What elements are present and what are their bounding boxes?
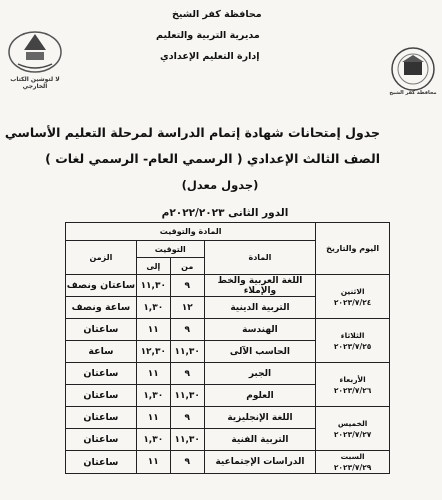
day-date: ٢٠٢٣/٧/٢٧ [333,429,372,439]
document-subtitle: الصف الثالث الإعدادي ( الرسمي العام- الرسمي لغات ) [45,151,380,166]
day-cell [316,319,390,363]
to-cell: ١١ [136,363,170,385]
from-cell: ١١,٣٠ [170,341,204,363]
day-name: الأربعاء [339,374,366,384]
duration-cell: ساعتان [66,451,137,474]
subject-cell: التربية الدينية [204,297,316,319]
day-date: ٢٠٢٣/٧/٢٩ [333,463,372,472]
day-name: السبت [340,452,365,461]
subject-cell: العلوم [204,385,316,407]
subject-cell: الحاسب الآلى [204,341,316,363]
day-name: الاثنين [340,286,365,296]
from-cell: ٩ [170,407,204,429]
day-date-header: اليوم والتاريخ [316,223,390,275]
table-row [66,407,390,429]
subject-cell: الدراسات الإجتماعية [204,451,316,474]
duration-cell: ساعتان [66,407,137,429]
from-cell: ٩ [170,451,204,474]
duration-cell: ساعة ونصف [66,297,137,319]
from-cell: ١٢ [170,297,204,319]
to-header: إلى [136,258,170,275]
day-cell [316,407,390,451]
exam-session: الدور الثانى ٢٠٢٢/٢٠٢٣م [161,207,289,219]
directorate-name: مديرية التربية والتعليم [156,30,260,41]
day-cell [316,363,390,407]
governorate-name: محافظة كفر الشيخ [172,9,262,20]
duration-cell: ساعة [66,341,137,363]
table-row [66,451,390,474]
duration-cell: ساعتان [66,429,137,451]
duration-cell: ساعتان [66,385,137,407]
to-cell: ١,٣٠ [136,297,170,319]
from-cell: ٩ [170,319,204,341]
directorate-logo-icon [6,28,64,74]
to-cell: ١,٣٠ [136,385,170,407]
exam-schedule-table [65,222,390,474]
table-row [66,275,390,297]
to-cell: ١١,٣٠ [136,275,170,297]
day-name: الخميس [337,418,368,428]
duration-cell: ساعتان ونصف [66,275,137,297]
to-cell: ١,٣٠ [136,429,170,451]
day-cell [316,451,390,474]
subject-cell: اللغة العربية والخط والإملاء [204,275,316,297]
table-row [66,319,390,341]
right-logo-caption: محافظة كفر الشيخ [389,90,437,96]
subject-cell: اللغة الإنجليزية [204,407,316,429]
to-cell: ١١ [136,451,170,474]
subject-timing-header: المادة والتوقيت [66,223,316,241]
day-date: ٢٠٢٣/٧/٢٤ [333,297,372,307]
duration-header: الزمن [66,241,137,275]
table-row [66,363,390,385]
subject-cell: التربية الفنية [204,429,316,451]
administration-name: إدارة التعليم الإعدادي [160,51,260,62]
from-cell: ٩ [170,363,204,385]
day-date: ٢٠٢٣/٧/٢٥ [333,341,372,351]
left-logo-caption: لا لتوشين الكتاب الخارجي [10,76,60,90]
from-cell: ١١,٣٠ [170,429,204,451]
subject-cell: الهندسة [204,319,316,341]
from-cell: ٩ [170,275,204,297]
day-cell [316,275,390,319]
governorate-seal-icon [384,46,442,92]
from-header: من [170,258,204,275]
revised-schedule-label: (جدول معدل) [181,178,259,192]
subject-cell: الجبر [204,363,316,385]
day-date: ٢٠٢٣/٧/٢٦ [333,385,372,395]
subject-header: المادة [204,241,316,275]
document-title: جدول إمتحانات شهادة إتمام الدراسة لمرحلة التعليم الأساسي [4,125,380,140]
duration-cell: ساعتان [66,319,137,341]
to-cell: ١١ [136,319,170,341]
timing-header: التوقيت [136,241,204,258]
duration-cell: ساعتان [66,363,137,385]
to-cell: ١٢,٣٠ [136,341,170,363]
from-cell: ١١,٣٠ [170,385,204,407]
day-name: الثلاثاء [340,330,365,340]
to-cell: ١١ [136,407,170,429]
